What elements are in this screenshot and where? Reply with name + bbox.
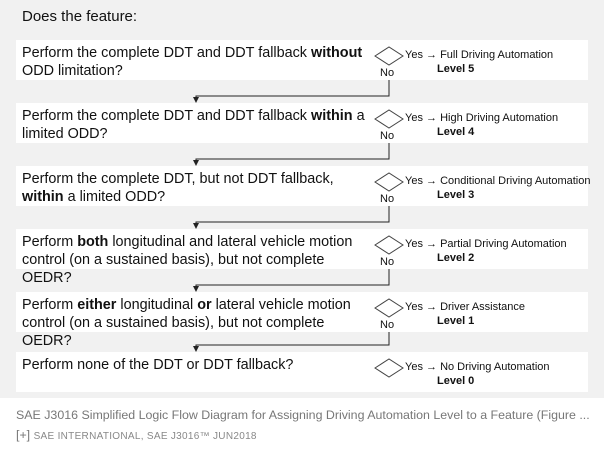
no-label: No: [380, 67, 395, 79]
diagram-heading: Does the feature:: [22, 8, 138, 25]
no-connector: [196, 206, 389, 228]
caption-credit: SAE INTERNATIONAL, SAE J3016™ JUN2018: [33, 431, 257, 442]
no-label: No: [380, 319, 395, 331]
no-connector: [196, 80, 389, 102]
question-segment: Perform the complete DDT, but not DDT fallback,: [22, 171, 334, 187]
no-connector: [196, 269, 389, 291]
question-segment: Perform the complete DDT and DDT fallback: [22, 108, 311, 124]
yes-label: Yes →: [405, 238, 441, 250]
decision-diamond: [375, 47, 403, 65]
question-emphasis: within: [22, 189, 64, 205]
outcome-name: Full Driving Automation: [440, 49, 554, 61]
question-emphasis: within: [311, 108, 353, 124]
question-segment: Perform: [22, 297, 78, 313]
level-label: Level 0: [437, 375, 475, 387]
question-segment: ODD limitation?: [22, 63, 123, 79]
question-emphasis: or: [197, 297, 212, 313]
outcome-name: Conditional Driving Automation: [440, 175, 591, 187]
no-connector: [196, 143, 389, 165]
question-segment: lateral vehicle motion control (on a sustained basis), but not complete OEDR?: [22, 297, 351, 349]
outcome-name: Driver Assistance: [440, 301, 526, 313]
no-label: No: [380, 256, 395, 268]
no-connector: [196, 332, 389, 351]
caption-expand-link[interactable]: [+]: [16, 428, 31, 442]
question-segment: a limited ODD?: [63, 189, 166, 205]
level-label: Level 3: [437, 189, 475, 201]
yes-label: Yes →: [405, 49, 441, 61]
question-segment: Perform: [22, 234, 78, 250]
decision-diamond: [375, 299, 403, 317]
question-emphasis: without: [311, 45, 363, 61]
outcome-name: High Driving Automation: [440, 112, 559, 124]
yes-label: Yes →: [405, 175, 441, 187]
level-label: Level 1: [437, 315, 475, 327]
question-emphasis: both: [77, 234, 109, 250]
yes-label: Yes →: [405, 301, 441, 313]
question-emphasis: either: [77, 297, 117, 313]
no-label: No: [380, 130, 395, 142]
caption-text: SAE J3016 Simplified Logic Flow Diagram for Assigning Driving Automation Level to a Feature (Figure ...: [16, 408, 590, 422]
question-segment: Perform none of the DDT or DDT fallback?: [22, 357, 294, 373]
decision-diamond: [375, 110, 403, 128]
figure-caption: [16, 405, 596, 447]
question-segment: longitudinal and lateral vehicle motion control (on a sustained basis), but not complete OEDR?: [22, 234, 353, 286]
decision-diamond: [375, 236, 403, 254]
question-segment: a limited ODD?: [22, 108, 365, 142]
level-label: Level 5: [437, 63, 475, 75]
yes-label: Yes →: [405, 361, 441, 373]
no-label: No: [380, 193, 395, 205]
question-segment: longitudinal: [116, 297, 198, 313]
outcome-name: Partial Driving Automation: [440, 238, 567, 250]
level-label: Level 4: [437, 126, 475, 138]
question-segment: Perform the complete DDT and DDT fallback: [22, 45, 311, 61]
yes-label: Yes →: [405, 112, 441, 124]
decision-diamond: [375, 173, 403, 191]
outcome-name: No Driving Automation: [440, 361, 550, 373]
level-label: Level 2: [437, 252, 475, 264]
decision-diamond: [375, 359, 403, 377]
